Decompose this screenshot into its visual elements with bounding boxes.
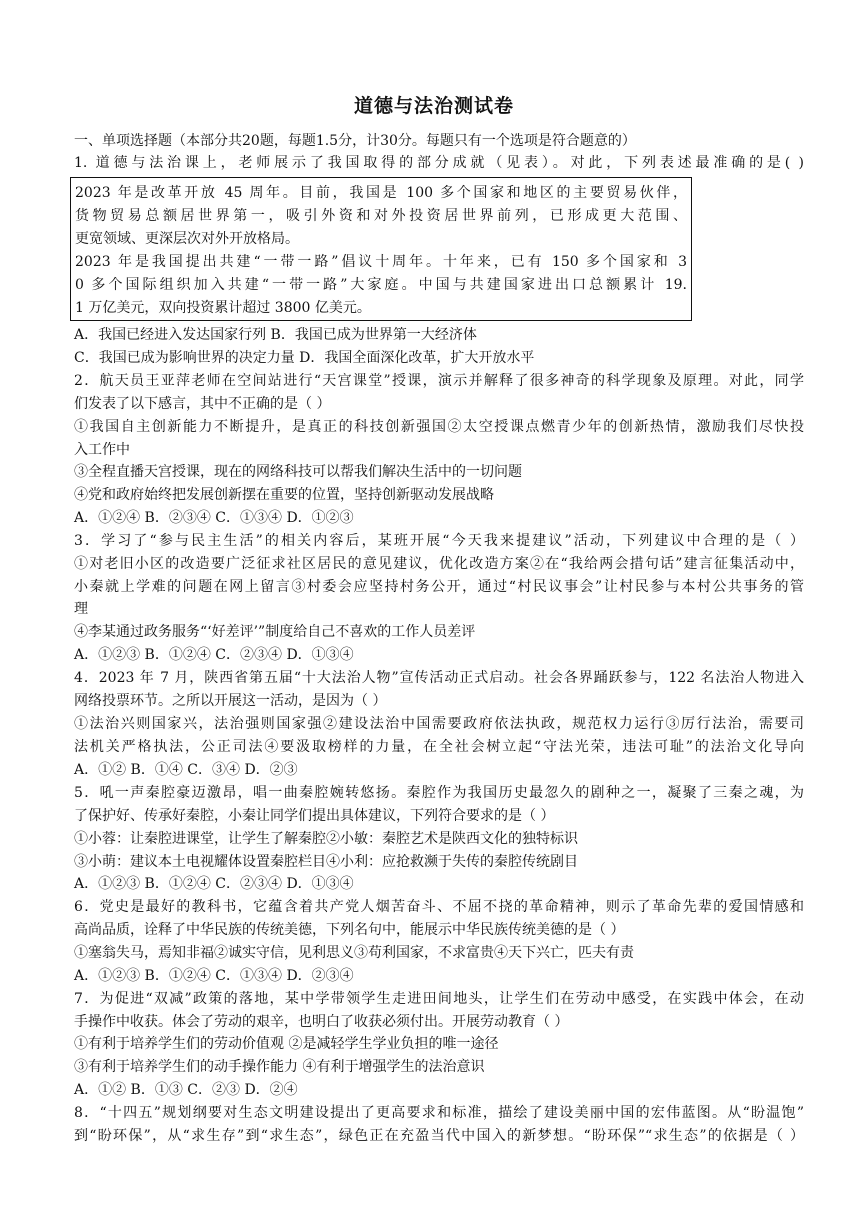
question-1-options-cd: C．我国已成为影响世界的决定力量 D．我国全面深化改革，扩大开放水平 bbox=[74, 350, 535, 366]
question-4-statement-cont: 法机关严格执法，公正司法④要汲取榜样的力量，在全社会树立起“守法光荣，违法可耻”的法治文化导向 bbox=[74, 739, 804, 755]
question-3-statement-cont: 小秦就上学难的问题在网上留言③村委会应坚持村务公开，通过“村民议事会”让村民参与本村公共事务的管 bbox=[74, 579, 804, 595]
question-5-stem: 5．吼一声秦腔豪迈激昂，唱一曲秦腔婉转悠扬。秦腔作为我国历史最忽久的剧种之一，凝聚了三秦之魂，为 bbox=[74, 785, 804, 801]
table-line-5: 0 多个国际组织加入共建“一带一路”大家庭。中国与共建国家进出口总额累计 19. bbox=[75, 277, 687, 293]
question-2-options: A．①②④ B．②③④ C．①③④ D．①②③ bbox=[74, 510, 354, 526]
table-line-4: 2023 年是我国提出共建“一带一路”倡议十周年。十年来，已有 150 多个国家和 3 bbox=[75, 254, 687, 270]
question-5-statement-1-2: ①小蓉：让秦腔进课堂，让学生了解秦腔②小敏：秦腔艺术是陕西文化的独特标识 bbox=[74, 831, 578, 847]
table-line-1: 2023 年是改革开放 45 周年。目前，我国是 100 多个国家和地区的主要贸易伙伴， bbox=[75, 185, 687, 201]
question-2-stem: 2．航天员王亚萍老师在空间站进行“天宫课堂”授课，演示并解释了很多神奇的科学现象及原理。对此，同学 bbox=[74, 373, 804, 389]
question-3-options: A．①②③ B．①②④ C．②③④ D．①③④ bbox=[74, 647, 354, 663]
question-4-options: A．①② B．①④ C．③④ D．②③ bbox=[74, 762, 298, 778]
question-6-options: A．①②③ B．①②④ C．①③④ D．②③④ bbox=[74, 968, 354, 984]
question-7-options: A．①② B．①③ C．②③ D．②④ bbox=[74, 1082, 298, 1098]
question-3-statement-1-2: ①对老旧小区的改造要广泛征求社区居民的意见建议，优化改造方案②在“我给两会措句话”建言征集活动中， bbox=[74, 556, 804, 572]
question-6-stem: 6．党史是最好的教科书，它蕴含着共产党人烟苦奋斗、不屈不挠的革命精神，则示了革命先辈的爱国情感和 bbox=[74, 899, 804, 915]
question-8-stem-cont: 到“盼环保”，从“求生存”到“求生态”，绿色正在充盈当代中国入的新梦想。“盼环保”“求生态”的依据是（ ） bbox=[74, 1128, 804, 1144]
table-line-6: 1 万亿美元，双向投资累计超过 3800 亿美元。 bbox=[75, 300, 371, 316]
question-7-stem: 7．为促进“双减”政策的落地，某中学带领学生走进田间地头，让学生们在劳动中感受，在实践中体会，在动 bbox=[74, 991, 804, 1007]
question-5-stem-cont: 了保护好、传承好秦腔，小秦让同学们提出具体建议，下列符合要求的是（ ） bbox=[74, 808, 555, 824]
question-2-statement-4: ④党和政府始终把发展创新摆在重要的位置，坚持创新驱动发展战略 bbox=[74, 487, 494, 503]
question-7-statement-1-2: ①有利于培养学生们的劳动价值观 ②是减轻学生学业负担的唯一途径 bbox=[74, 1036, 499, 1052]
section-heading: 一、单项选择题（本部分共20题，每题1.5分，计30分。每题只有一个选项是符合题意的） bbox=[74, 133, 636, 149]
question-2-statement-1-2: ①我国自主创新能力不断提升，是真正的科技创新强国②太空授课点燃青少年的创新热情，激励我们尽快投 bbox=[74, 419, 804, 435]
question-3-statement-4: ④李某通过政务服务“‘好差评’”制度给自己不喜欢的工作人员差评 bbox=[74, 624, 476, 640]
question-3-stem: 3．学习了“参与民主生活”的相关内容后，某班开展“今天我来提建议”活动，下列建议中合理的是（ ） bbox=[74, 533, 804, 549]
question-7-stem-cont: 手操作中收获。体会了劳动的艰辛，也明白了收获必须付出。开展劳动教育（ ） bbox=[74, 1014, 569, 1030]
question-1-options-ab: A．我国已经进入发达国家行列 B．我国已成为世界第一大经济体 bbox=[74, 327, 477, 343]
question-5-options: A．①②③ B．①②④ C．②③④ D．①③④ bbox=[74, 876, 354, 892]
question-1-stem: 1. 道德与法治课上，老师展示了我国取得的部分成就（见表）。对此，下列表述最准确的是( ) bbox=[74, 155, 804, 171]
question-4-stem: 4．2023 年 7 月，陕西省第五届“十大法治人物”宣传活动正式启动。社会各界踊跃参与，122 名法治人物进入 bbox=[74, 670, 804, 686]
question-2-statement-3: ③全程直播天宫授课，现在的网络科技可以帮我们解决生活中的一切问题 bbox=[74, 464, 522, 480]
question-4-stem-cont: 网络投票环节。之所以开展这一活动，是因为（ ） bbox=[74, 693, 387, 709]
table-line-2: 货物贸易总额居世界第一，吸引外资和对外投资居世界前列，已形成更大范围、 bbox=[75, 208, 687, 224]
question-5-statement-3-4: ③小萌：建议本土电视耀体设置秦腔栏目④小利：应抢救濒于失传的秦腔传统剧目 bbox=[74, 854, 578, 870]
page-title: 道德与法治测试卷 bbox=[353, 95, 514, 117]
question-2-stem-cont: 们发表了以下感言，其中不正确的是（ ） bbox=[74, 396, 331, 412]
question-2-statement-cont: 入工作中 bbox=[74, 442, 130, 458]
question-3-statement-cont-2: 理 bbox=[74, 601, 88, 617]
table-line-3: 更宽领域、更深层次对外开放格局。 bbox=[75, 231, 299, 247]
question-7-statement-3-4: ③有利于培养学生们的动手操作能力 ④有利于增强学生的法治意识 bbox=[74, 1059, 485, 1075]
question-6-stem-cont: 高尚品质，诠释了中华民族的传统美德，下列名句中，能展示中华民族传统美德的是（ ） bbox=[74, 922, 625, 938]
question-4-statement-1-3: ①法治兴则国家兴，法治强则国家强②建设法治中国需要政府依法执政，规范权力运行③厉行法治，需要司 bbox=[74, 716, 804, 732]
question-8-stem: 8．“十四五”规划纲要对生态文明建设提出了更高要求和标准，描绘了建设美丽中国的宏伟蓝图。从“盼温饱” bbox=[74, 1105, 804, 1121]
question-6-statements: ①塞翁失马，焉知非福②诚实守信，见利思义③苟利国家，不求富贵④天下兴亡，匹夫有责 bbox=[74, 945, 634, 961]
